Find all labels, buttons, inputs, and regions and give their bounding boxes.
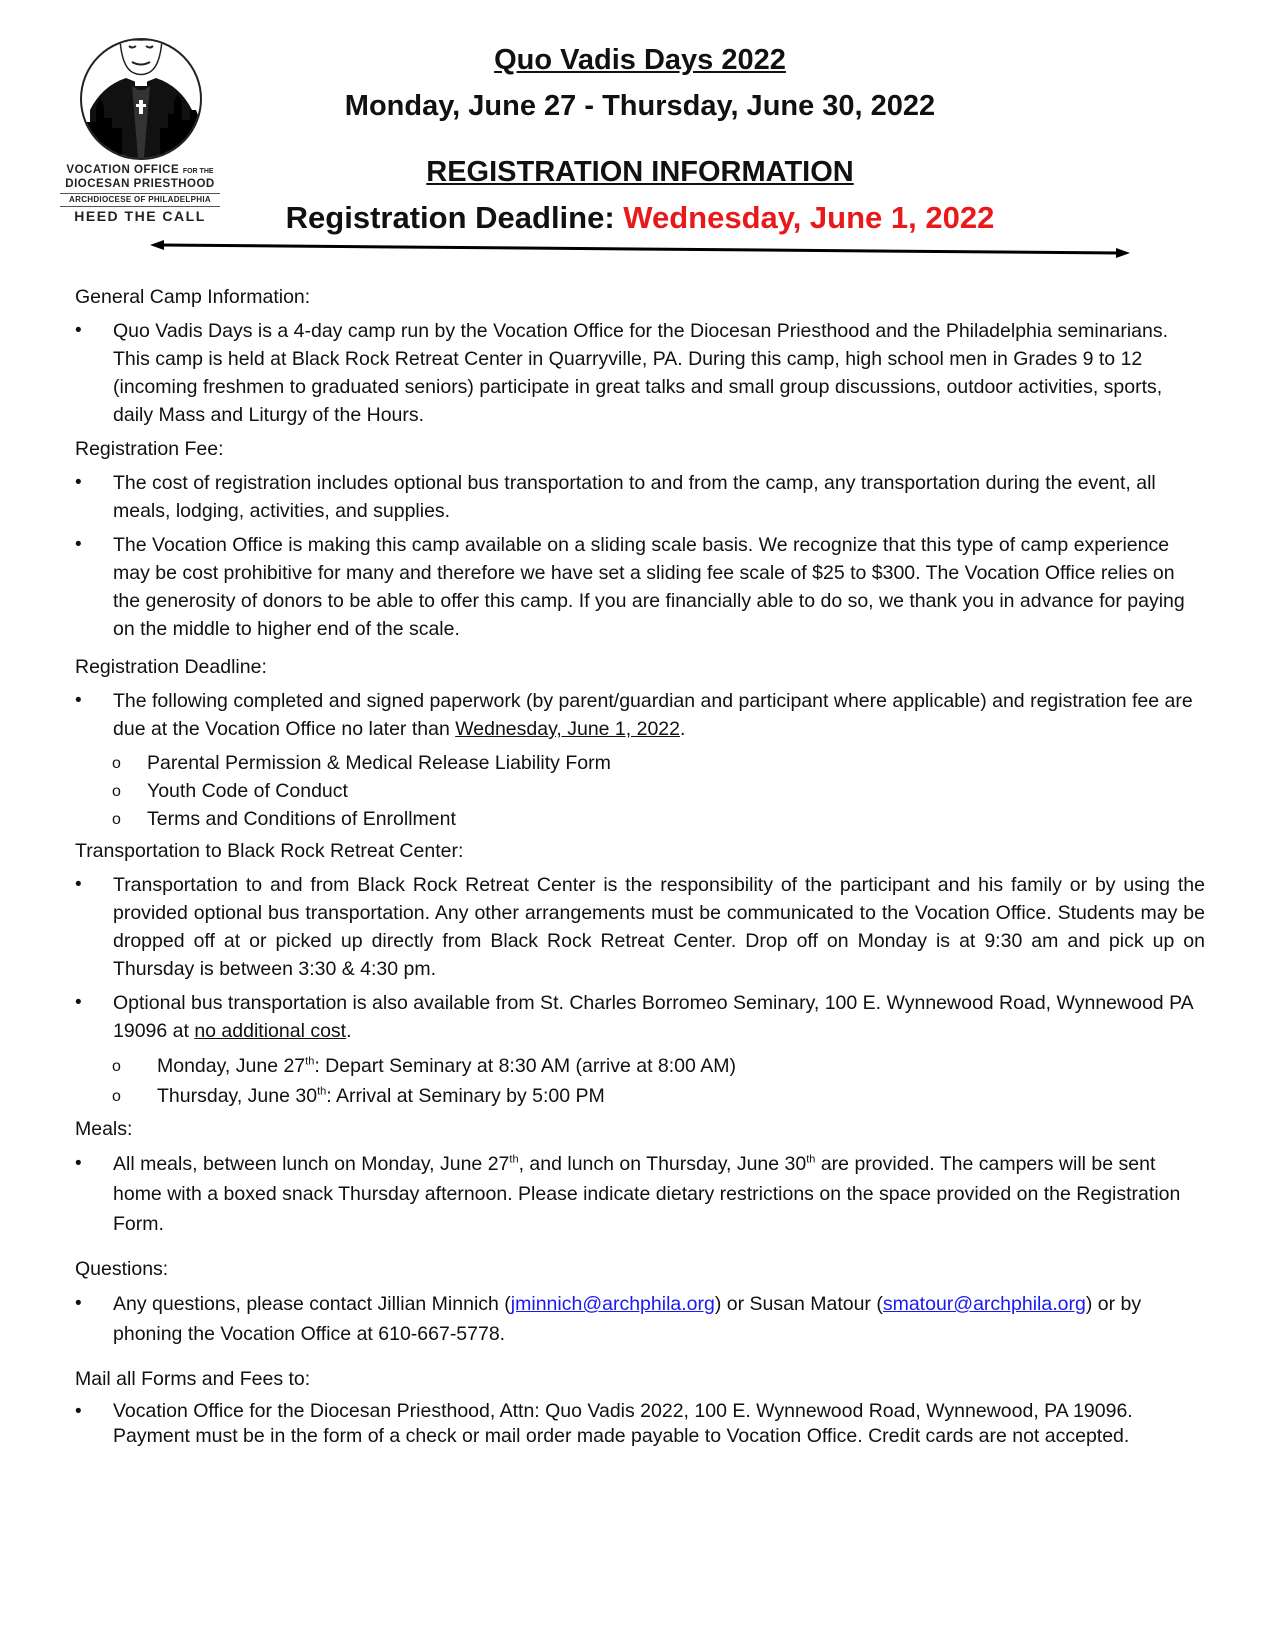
document-title: Quo Vadis Days 2022 bbox=[494, 44, 786, 76]
section-heading-fee: Registration Fee: bbox=[75, 438, 224, 460]
email-link-smatour[interactable]: smatour@archphila.org bbox=[882, 1293, 1086, 1315]
logo-line-diocesan-priesthood: DIOCESAN PRIESTHOOD bbox=[65, 178, 215, 190]
section-heading-questions: Questions: bbox=[75, 1258, 169, 1280]
double-arrow-divider bbox=[150, 240, 1130, 260]
logo-emblem bbox=[80, 38, 202, 160]
schedule-item-thursday: o Thursday, June 30th: Arrival at Seminary by 5:00 PM bbox=[75, 1081, 1205, 1111]
list-item: • Transportation to and from Black Rock Retreat Center is the responsibility of the participant and his family or by using the provided optional bus transportation. Any other arrangements must be communicated to the Vocation Office. Students may be dropped off at or picked up directly from Black Rock Retreat Center. Drop off on Monday is at 9:30 am and pick up on Thursday is between 3:30 & 4:30 pm. bbox=[75, 871, 1205, 983]
no-additional-cost-text: no additional cost bbox=[194, 1020, 347, 1042]
list-item: • All meals, between lunch on Monday, June 27th, and lunch on Thursday, June 30th are provided. The campers will be sent home with a boxed snack Thursday afternoon. Please indicate dietary restrictions on the space provided on the Registration Form. bbox=[75, 1149, 1205, 1239]
section-heading-meals: Meals: bbox=[75, 1118, 133, 1140]
logo-tagline: HEED THE CALL bbox=[60, 206, 220, 225]
registration-deadline-heading bbox=[250, 200, 1030, 236]
list-item: • The following completed and signed paperwork (by parent/guardian and participant where applicable) and registration fee are due at the Vocation Office no later than Wednesday, June 1, 2022. bbox=[75, 687, 1205, 743]
priest-silhouette-icon bbox=[82, 40, 200, 158]
list-item: • The cost of registration includes optional bus transportation to and from the camp, any transportation during the event, all meals, lodging, activities, and supplies. bbox=[75, 469, 1205, 525]
deadline-date: Wednesday, June 1, 2022 bbox=[623, 200, 995, 235]
form-item: o Terms and Conditions of Enrollment bbox=[75, 805, 1205, 833]
schedule-item-monday: o Monday, June 27th: Depart Seminary at 8:30 AM (arrive at 8:00 AM) bbox=[75, 1051, 1205, 1081]
list-item: • Vocation Office for the Diocesan Priesthood, Attn: Quo Vadis 2022, 100 E. Wynnewood Road, Wynnewood, PA 19096. Payment must be in the form of a check or mail order made payable to Vocation Office. Credit cards are not accepted. bbox=[75, 1399, 1205, 1449]
email-link-jminnich[interactable]: jminnich@archphila.org bbox=[510, 1293, 715, 1315]
logo-line-archdiocese: ARCHDIOCESE OF PHILADELPHIA bbox=[60, 193, 220, 206]
list-item: • Any questions, please contact Jillian Minnich (jminnich@archphila.org) or Susan Matour (smatour@archphila.org) or by phoning the Vocation Office at 610-667-5778. bbox=[75, 1289, 1205, 1349]
section-heading-deadline: Registration Deadline: bbox=[75, 656, 267, 678]
registration-heading: REGISTRATION INFORMATION bbox=[426, 156, 854, 188]
section-heading-transport: Transportation to Black Rock Retreat Center: bbox=[75, 840, 464, 862]
list-item: • Optional bus transportation is also available from St. Charles Borromeo Seminary, 100 E. Wynnewood Road, Wynnewood PA 19096 at no additional cost. bbox=[75, 989, 1205, 1045]
document-body bbox=[75, 283, 1205, 1455]
deadline-label: Registration Deadline: bbox=[285, 200, 615, 235]
deadline-date-underlined: Wednesday, June 1, 2022 bbox=[455, 718, 680, 740]
list-item: • The Vocation Office is making this camp available on a sliding scale basis. We recognize that this type of camp experience may be cost prohibitive for many and therefore we have set a sliding fee scale of $25 to $300. The Vocation Office relies on the generosity of donors to be able to offer this camp. If you are financially able to do so, we thank you in advance for paying on the middle to higher end of the scale. bbox=[75, 531, 1205, 643]
event-dates: Monday, June 27 - Thursday, June 30, 2022 bbox=[344, 90, 936, 122]
section-heading-mail: Mail all Forms and Fees to: bbox=[75, 1368, 311, 1390]
section-heading-general: General Camp Information: bbox=[75, 286, 311, 308]
list-item: • Quo Vadis Days is a 4-day camp run by the Vocation Office for the Diocesan Priesthood and the Philadelphia seminarians. This camp is held at Black Rock Retreat Center in Quarryville, PA. During this camp, high school men in Grades 9 to 12 (incoming freshmen to graduated seniors) participate in great talks and small group discussions, outdoor activities, sports, daily Mass and Liturgy of the Hours. bbox=[75, 317, 1205, 429]
vocation-office-logo bbox=[60, 38, 220, 225]
form-item: o Parental Permission & Medical Release Liability Form bbox=[75, 749, 1205, 777]
logo-line-vocation-office: VOCATION OFFICE FOR THE bbox=[66, 164, 214, 176]
form-item: o Youth Code of Conduct bbox=[75, 777, 1205, 805]
